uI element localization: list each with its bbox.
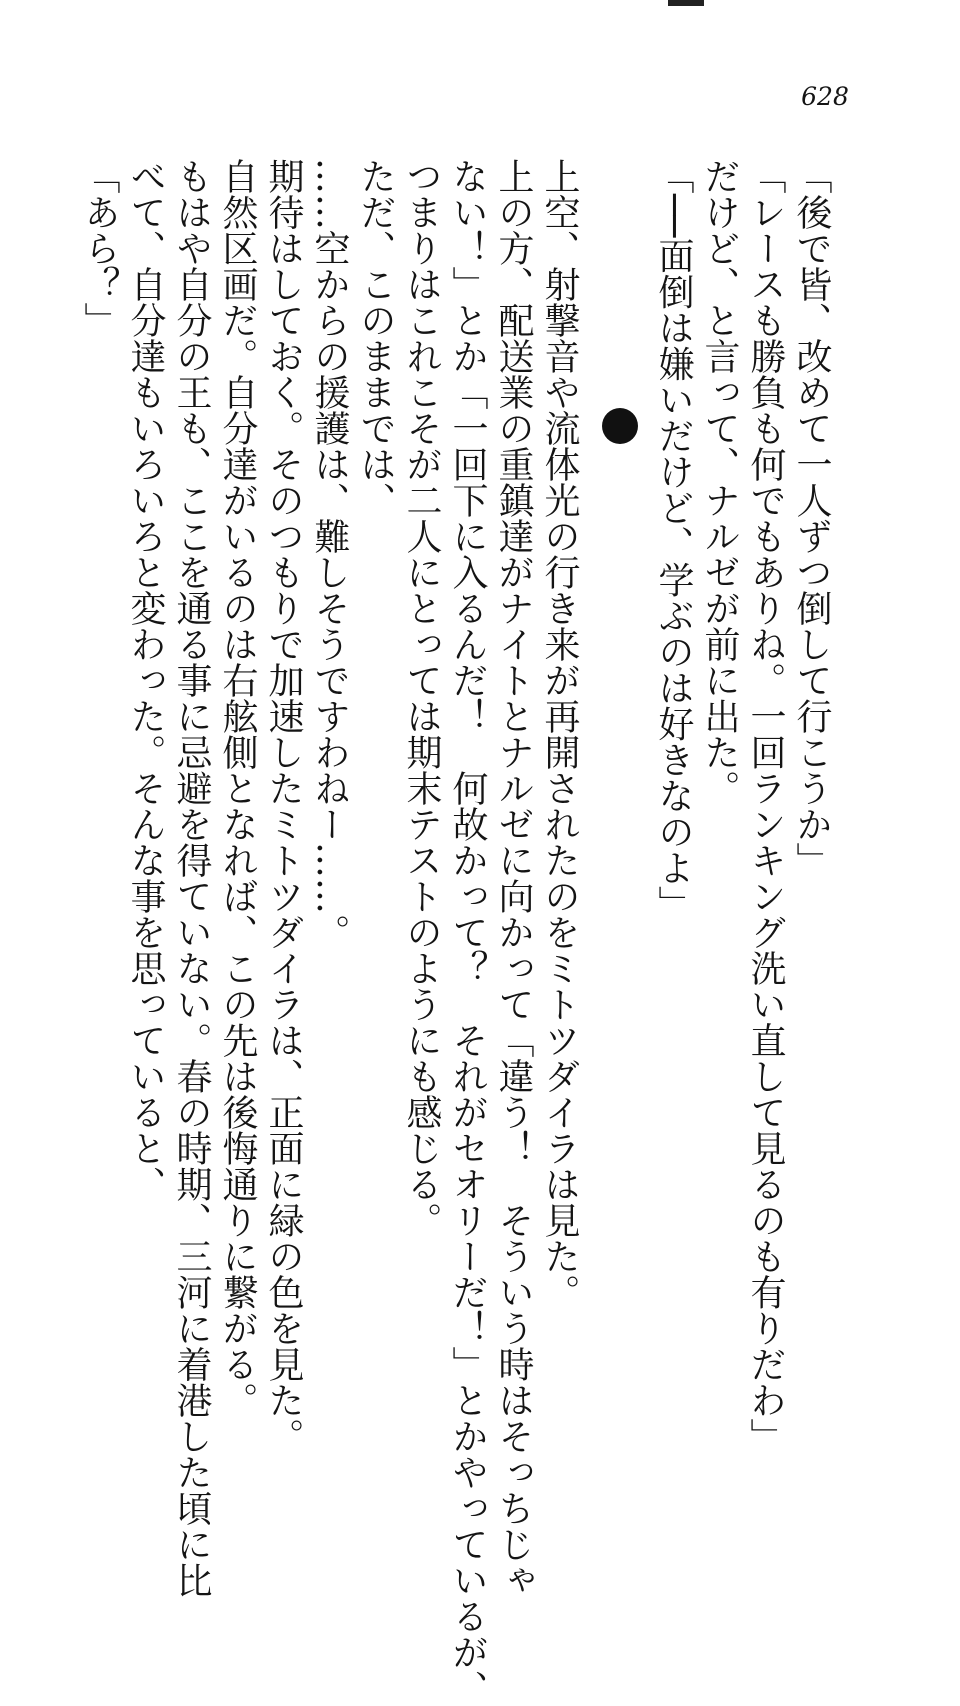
text-line-1: 「後で皆、改めて一人ずつ倒して行こうか」: [791, 158, 832, 878]
text-line-6: 上の方、配送業の重鎮達がナイトとナルゼに向かって「違う！ そういう時はそっちじゃ: [493, 158, 534, 1598]
text-line-12: 自然区画だ。自分達がいるのは右舷側となれば、この先は後悔通りに繋がる。: [217, 158, 258, 1418]
text-line-4: 「──面倒は嫌いだけど、学ぶのは好きなのよ」: [653, 158, 694, 922]
text-line-14: べて、自分達もいろいろと変わった。そんな事を思っていると、: [125, 158, 166, 1202]
text-line-2: 「レースも勝負も何でもありね。一回ランキング洗い直して見るのも有りだわ」: [745, 158, 786, 1454]
section-break-bullet: [602, 408, 638, 444]
text-line-9: ただ、このままでは、: [355, 158, 396, 518]
text-line-15: 「あら？」: [79, 158, 120, 338]
text-line-5: 上空、射撃音や流体光の行き来が再開されたのをミトツダイラは見た。: [539, 158, 580, 1310]
page-number: 628: [801, 82, 849, 111]
text-line-7: ない！」とか「一回下に入るんだ！ 何故かって？ それがセオリーだ！」とかやっているが、: [447, 158, 488, 1706]
text-line-11: 期待はしておく。そのつもりで加速したミトツダイラは、正面に緑の色を見た。: [263, 158, 304, 1454]
text-line-3: だけど、と言って、ナルゼが前に出た。: [699, 158, 740, 806]
text-line-8: つまりはこれこそが二人にとっては期末テストのようにも感じる。: [401, 158, 442, 1238]
top-edge-mark: [668, 0, 704, 6]
text-line-10: ……空からの援護は、難しそうですわねー……。: [309, 158, 350, 950]
text-line-13: もはや自分の王も、ここを通る事に忌避を得ていない。春の時期、三河に着港した頃に比: [171, 158, 212, 1598]
